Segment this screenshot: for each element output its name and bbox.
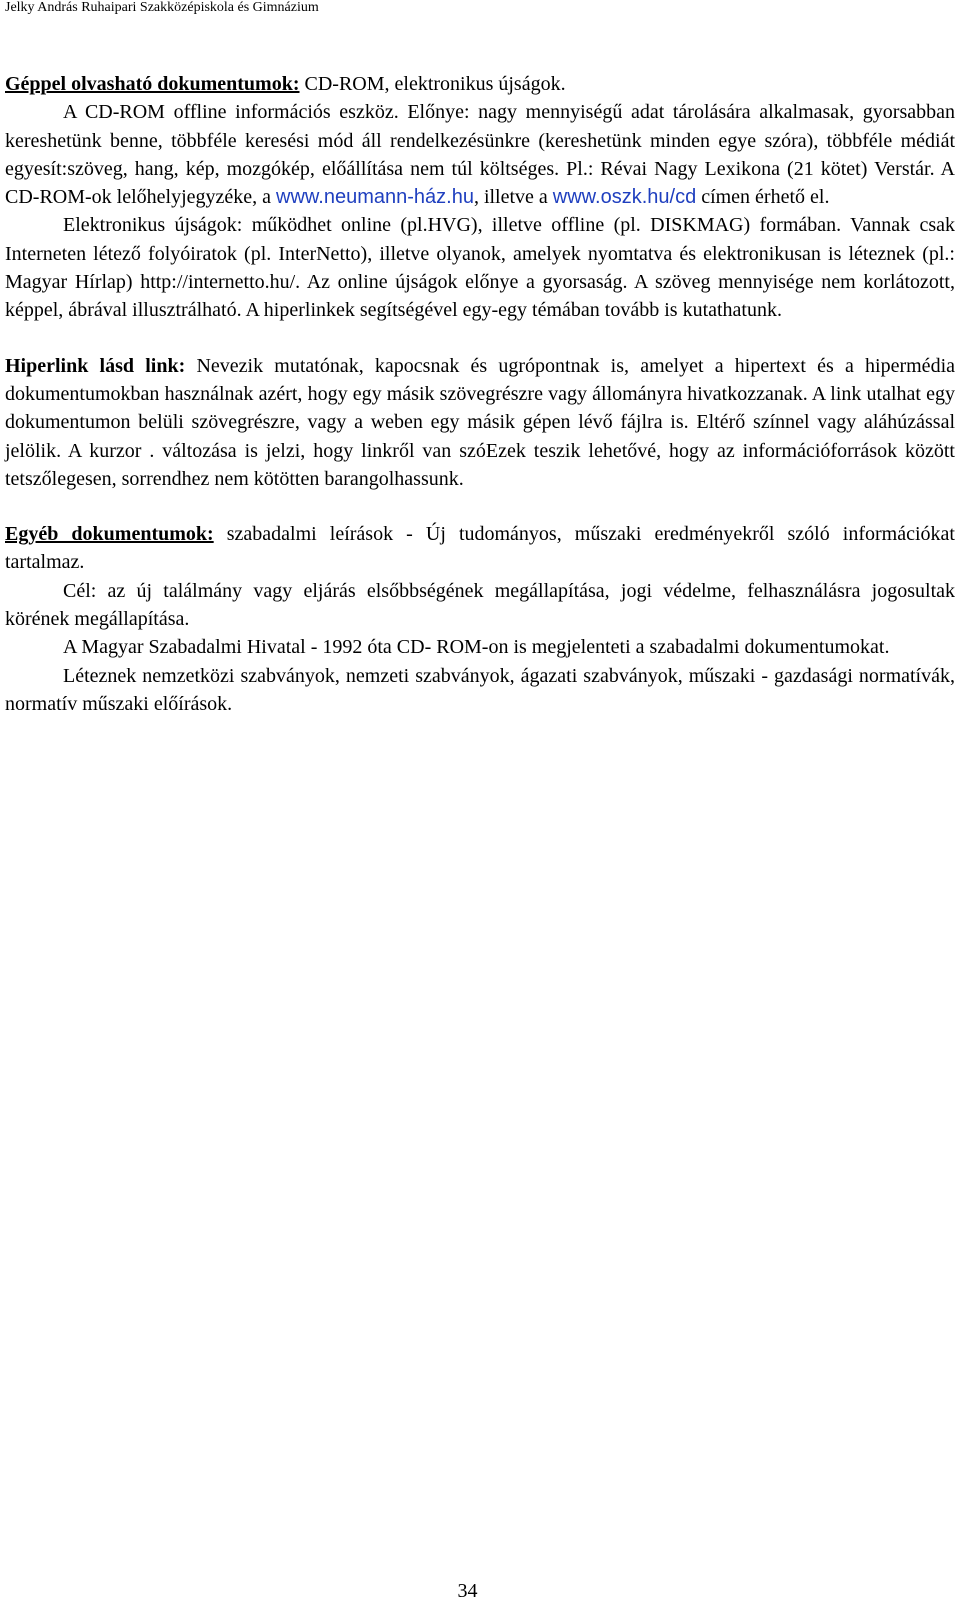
link-oszk[interactable]: www.oszk.hu/cd bbox=[552, 186, 697, 209]
section-other-documents bbox=[5, 520, 955, 577]
document-body bbox=[5, 70, 955, 718]
section-hyperlink bbox=[5, 352, 955, 493]
paragraph-cd-rom-text-3: címen érhető el. bbox=[696, 186, 830, 209]
section-title-hyperlink: Hiperlink lásd link: bbox=[5, 354, 186, 377]
paragraph-cd-rom-text-2: , illetve a bbox=[473, 186, 553, 209]
section-intro-machine-readable: CD-ROM, elektronikus újságok. bbox=[299, 73, 566, 95]
section-title-machine-readable: Géppel olvasható dokumentumok: bbox=[5, 73, 300, 95]
paragraph-cd-rom bbox=[5, 98, 955, 211]
paragraph-patent-office: A Magyar Szabadalmi Hivatal - 1992 óta CD- ROM-on is megjelenteti a szabadalmi dokumentumokat. bbox=[63, 636, 890, 659]
paragraph-goal: Cél: az új találmány vagy eljárás elsőbbségének megállapítása, jogi védelme, felhasználásra jogosultak körének megállapítása. bbox=[5, 579, 955, 631]
section-title-other-documents: Egyéb dokumentumok: bbox=[5, 523, 214, 546]
page-number: 34 bbox=[457, 1580, 478, 1602]
paragraph-electronic-newspapers: Elektronikus újságok: működhet online (pl.HVG), illetve offline (pl. DISKMAG) formában. Vannak csak Interneten létező folyóiratok (pl. InterNetto), illetve olyanok, amelyek nyomtatva és elektronikusan is léteznek (pl.: Magyar Hírlap) http://internetto.hu/. Az online újságok előnye a gyorsaság. A szöveg mennyisége nem korlátozott, képpel, ábrával illusztrálható. A hiperlinkek segítségével egy-egy témában tovább is kutathatunk. bbox=[5, 214, 955, 322]
section-text-hyperlink: Nevezik mutatónak, kapocsnak és ugrópontnak is, amelyet a hipertext és a hipermédia dokumentumokban használnak azért, hogy egy másik szövegrészre vagy állományra hivatkozzanak. A link utalhat egy dokumentumon belüli szövegrészre, vagy a weben egy másik gépen lévő fájlra is. Eltérő színnel vagy aláhúzással jelölik. A kurzor . változása is jelzi, hogy linkről van szóEzek teszik lehetővé, hogy az információforrások között tetszőlegesen, sorrendhez nem kötötten barangolhassunk. bbox=[5, 354, 955, 490]
paragraph-standards: Léteznek nemzetközi szabványok, nemzeti szabványok, ágazati szabványok, műszaki - gazdasági normatívák, normatív műszaki előírások. bbox=[5, 664, 955, 715]
section-text-other-documents: szabadalmi leírások - Új tudományos, műszaki eredményekről szóló információkat tartalmaz. bbox=[5, 523, 955, 574]
section-machine-readable-heading bbox=[5, 70, 955, 98]
link-neumann[interactable]: www.neumann-ház.hu bbox=[276, 186, 474, 209]
page-header: Jelky András Ruhaipari Szakközépiskola és Gimnázium bbox=[5, 0, 319, 15]
paragraph-cd-rom-text: A CD-ROM offline információs eszköz. Előnye: nagy mennyiségű adat tárolására alkalmasak, gyorsabban kereshetünk benne, többféle keresési mód áll rendelkezésünkre (kereshetünk minden egye szóra), többféle médiát egyesít:szöveg, hang, kép, mozgókép, előállítása nem túl költséges. Pl.: Révai Nagy Lexikona (21 kötet) Verstár. A CD-ROM-ok lelőhelyjegyzéke, a bbox=[5, 101, 955, 209]
